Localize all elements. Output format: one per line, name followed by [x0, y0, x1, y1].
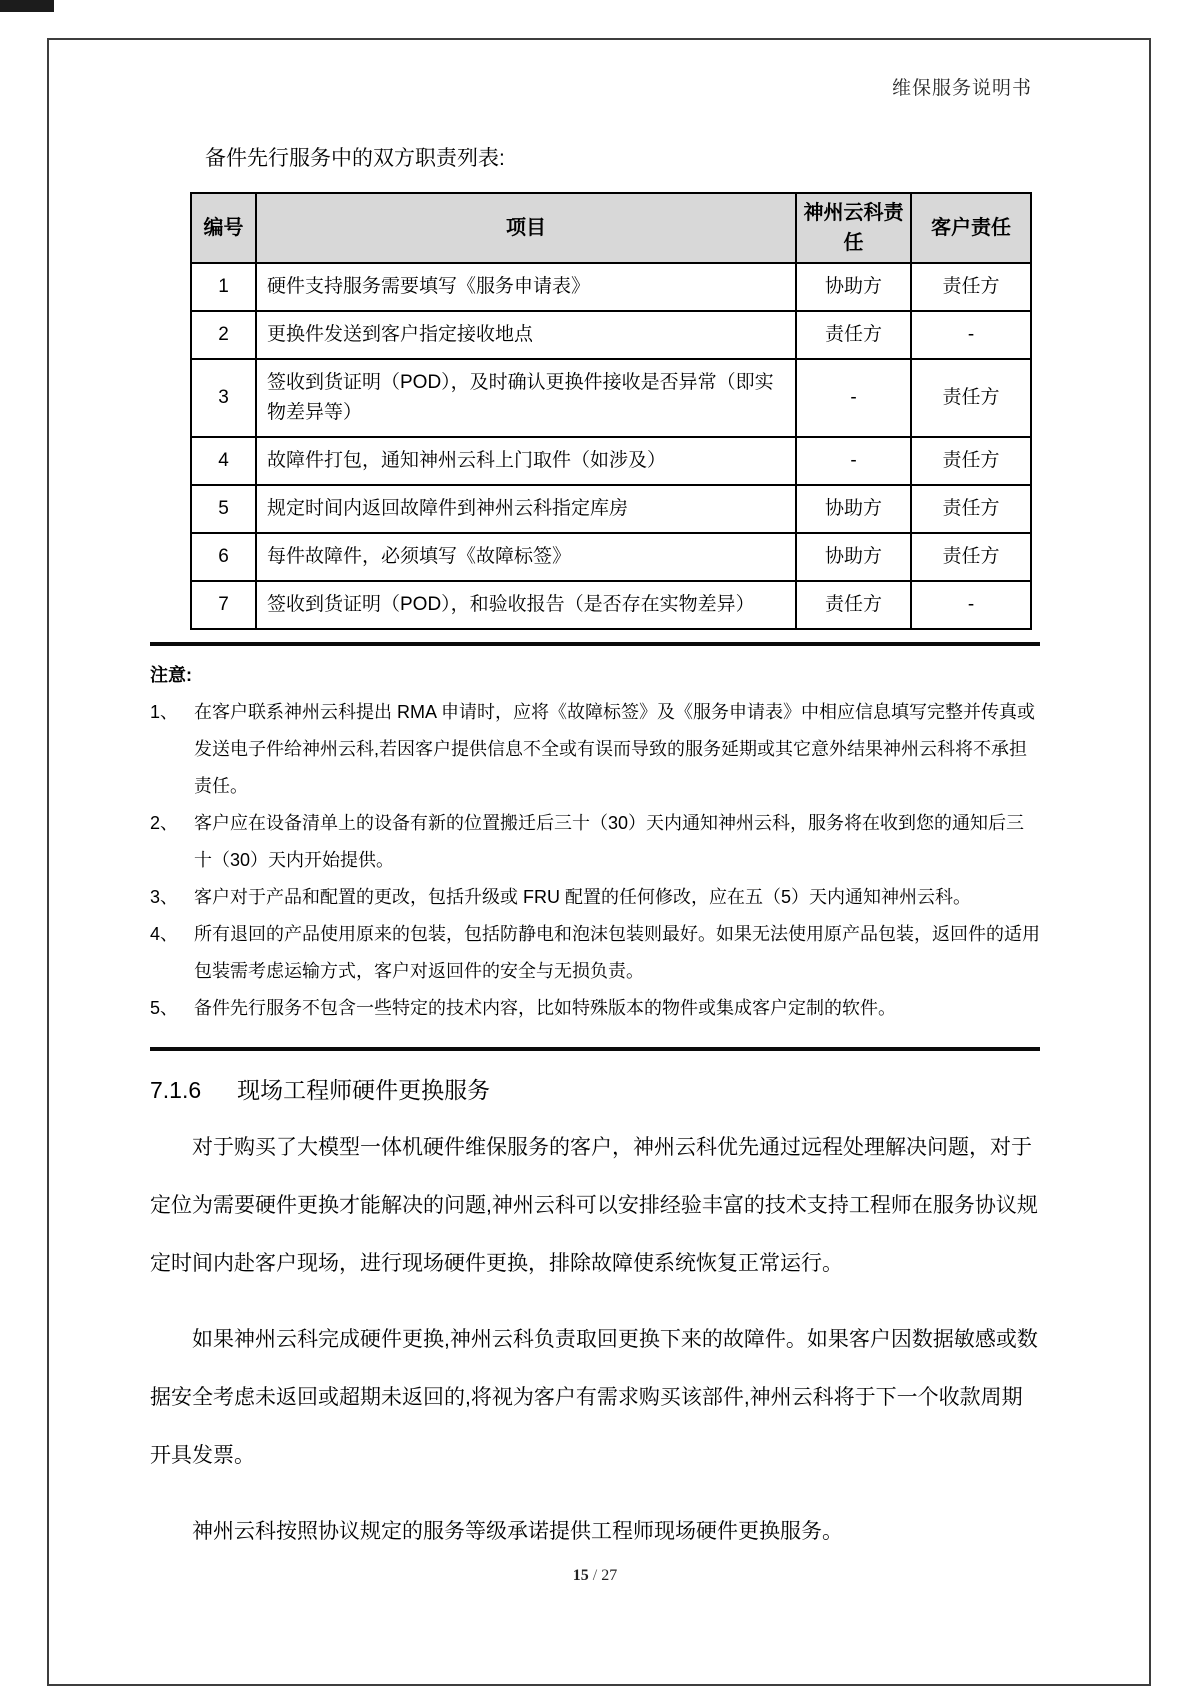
cell-customer: 责任方	[911, 437, 1031, 485]
col-header-customer: 客户责任	[911, 193, 1031, 263]
col-header-item: 项目	[256, 193, 796, 263]
cell-yunke: 责任方	[796, 581, 911, 629]
table-row	[191, 485, 1031, 533]
table-row	[191, 533, 1031, 581]
cell-customer: 责任方	[911, 533, 1031, 581]
cell-item: 签收到货证明（POD），及时确认更换件接收是否异常（即实物差异等）	[256, 359, 796, 437]
note-number: 5、	[150, 998, 179, 1018]
cell-number: 1	[191, 263, 256, 311]
col-header-yunke: 神州云科责任	[796, 193, 911, 263]
page-number: 15	[572, 1567, 589, 1584]
table-row	[191, 311, 1031, 359]
table-row	[191, 581, 1031, 629]
note-item	[150, 694, 1040, 805]
cell-number: 4	[191, 437, 256, 485]
notes-label: 注意:	[150, 665, 192, 685]
table-header-row	[191, 193, 1031, 263]
table-body	[191, 263, 1031, 629]
page-content	[150, 76, 1040, 1585]
note-item	[150, 805, 1040, 879]
cell-item: 故障件打包，通知神州云科上门取件（如涉及）	[256, 437, 796, 485]
document-header-title: 维保服务说明书	[891, 78, 1032, 99]
table-row	[191, 437, 1031, 485]
cell-number: 6	[191, 533, 256, 581]
note-number: 3、	[150, 887, 179, 907]
cell-number: 5	[191, 485, 256, 533]
cell-yunke: -	[796, 359, 911, 437]
cell-yunke: 责任方	[796, 311, 911, 359]
table-header	[191, 193, 1031, 263]
body-paragraph: 神州云科按照协议规定的服务等级承诺提供工程师现场硬件更换服务。	[192, 1520, 843, 1543]
cell-item: 每件故障件，必须填写《故障标签》	[256, 533, 796, 581]
body-paragraph: 如果神州云科完成硬件更换,神州云科负责取回更换下来的故障件。如果客户因数据敏感或数据安全考虑未返回或超期未返回的,将视为客户有需求购买该部件,神州云科将于下一个收款周期开具发票。	[150, 1328, 1038, 1467]
cell-yunke: 协助方	[796, 485, 911, 533]
note-item	[150, 990, 1040, 1027]
note-number: 2、	[150, 813, 179, 833]
note-text: 客户对于产品和配置的更改，包括升级或 FRU 配置的任何修改，应在五（5）天内通知神州云科。	[194, 887, 972, 907]
cell-customer: 责任方	[911, 485, 1031, 533]
section-heading	[150, 1073, 1040, 1107]
section-number: 7.1.6	[150, 1077, 202, 1103]
table-row	[191, 359, 1031, 437]
cell-number: 3	[191, 359, 256, 437]
cell-yunke: 协助方	[796, 533, 911, 581]
col-header-number: 编号	[191, 193, 256, 263]
note-item	[150, 879, 1040, 916]
intro-line: 备件先行服务中的双方职责列表:	[205, 147, 505, 170]
section-title: 现场工程师硬件更换服务	[237, 1077, 491, 1103]
cell-item: 硬件支持服务需要填写《服务申请表》	[256, 263, 796, 311]
cell-customer: 责任方	[911, 263, 1031, 311]
note-item	[150, 916, 1040, 990]
separator-rule-top	[150, 642, 1040, 646]
responsibility-table	[190, 192, 1032, 630]
page-total: 27	[601, 1567, 618, 1584]
cell-item: 更换件发送到客户指定接收地点	[256, 311, 796, 359]
separator-rule-bottom	[150, 1047, 1040, 1051]
notes-list	[150, 694, 1040, 1027]
cell-customer: 责任方	[911, 359, 1031, 437]
cell-yunke: 协助方	[796, 263, 911, 311]
table-row	[191, 263, 1031, 311]
cell-item: 规定时间内返回故障件到神州云科指定库房	[256, 485, 796, 533]
note-number: 4、	[150, 924, 179, 944]
cell-yunke: -	[796, 437, 911, 485]
body-paragraph: 对于购买了大模型一体机硬件维保服务的客户，神州云科优先通过远程处理解决问题，对于定位为需要硬件更换才能解决的问题,神州云科可以安排经验丰富的技术支持工程师在服务协议规定时间内赴客户现场，进行现场硬件更换，排除故障使系统恢复正常运行。	[150, 1136, 1038, 1275]
cell-customer: -	[911, 581, 1031, 629]
note-number: 1、	[150, 702, 179, 722]
page-separator: /	[592, 1567, 598, 1584]
page-footer	[150, 1567, 1040, 1585]
scan-artifact	[0, 0, 54, 12]
note-text: 客户应在设备清单上的设备有新的位置搬迁后三十（30）天内通知神州云科，服务将在收到您的通知后三十（30）天内开始提供。	[194, 813, 1025, 870]
note-text: 在客户联系神州云科提出 RMA 申请时，应将《故障标签》及《服务申请表》中相应信息填写完整并传真或发送电子件给神州云科,若因客户提供信息不全或有误而导致的服务延期或其它意外结果神州云科将不承担责任。	[194, 702, 1036, 796]
cell-item: 签收到货证明（POD），和验收报告（是否存在实物差异）	[256, 581, 796, 629]
note-text: 所有退回的产品使用原来的包装，包括防静电和泡沫包装则最好。如果无法使用原产品包装，返回件的适用包装需考虑运输方式，客户对返回件的安全与无损负责。	[194, 924, 1040, 981]
cell-number: 2	[191, 311, 256, 359]
note-text: 备件先行服务不包含一些特定的技术内容，比如特殊版本的物件或集成客户定制的软件。	[194, 998, 896, 1018]
cell-customer: -	[911, 311, 1031, 359]
body-paragraphs	[150, 1119, 1040, 1561]
cell-number: 7	[191, 581, 256, 629]
